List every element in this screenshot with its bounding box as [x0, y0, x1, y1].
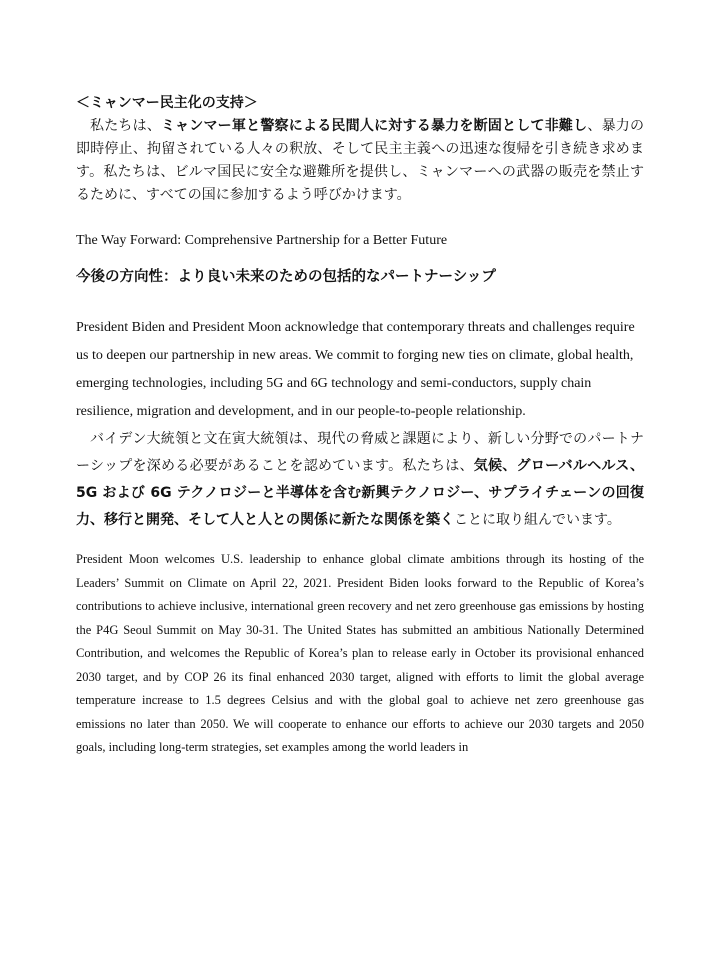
- myanmar-text-2: 、暴力の即時停止、拘留されている人々の釈放、そして民主主義への迅速な復帰を引き続き求めます。私たちは、ビルマ国民に安全な避難所を提供し、ミャンマーへの武器の販売を禁止するために、すべての国に参加するよう呼びかけます。: [76, 118, 645, 203]
- myanmar-text-1: 私たちは、: [90, 118, 162, 134]
- partnership-bold-text: 気候、グローバルヘルス、5G および 6G テクノロジーと半導体を含む新興テクノロジー、サプライチェーンの回復力、移行と開発、そして人と人との関係に新たな関係を築く: [76, 458, 644, 528]
- way-forward-heading-en: The Way Forward: Comprehensive Partnership for a Better Future: [76, 233, 448, 248]
- section-heading-myanmar: ＜ミャンマー民主化の支持＞: [76, 95, 258, 111]
- partnership-text-1: バイデン大統領と文在寅大統領は、現代の脅威と課題により、新しい分野でのパートナーシップを深める必要があることを認めています。私たちは、: [76, 431, 644, 474]
- way-forward-heading-jp: 今後の方向性：より良い未来のための包括的なパートナーシップ: [76, 269, 496, 285]
- myanmar-paragraph: [76, 115, 644, 207]
- myanmar-bold-text: ミャンマー軍と警察による民間人に対する暴力を断固として非難し: [161, 118, 588, 134]
- climate-paragraph-en: President Moon welcomes U.S. leadership to enhance global climate ambitions through its hosting of the Leaders’ Summit on Climate on April 22, 2021. President Biden looks forward to the Republic of Korea’s contributions to achieve inclusive, international green recovery and net zero greenhouse gas emissions by hosting the P4G Seoul Summit on May 30-31. The United States has submitted an ambitious Nationally Determined Contribution, and welcomes the Republic of Korea’s plan to release early in October its provisional enhanced 2030 target, and by COP 26 its final enhanced 2030 target, aligned with efforts to limit the global average temperature increase to 1.5 degrees Celsius and with the global goal to achieve net zero greenhouse gas emissions no later than 2050. We will cooperate to enhance our efforts to achieve our 2030 targets and 2050 goals, including long-term strategies, set examples among the world leaders in: [76, 552, 644, 754]
- partnership-paragraph-jp: [76, 426, 644, 534]
- document-page: [76, 92, 644, 760]
- partnership-paragraph-en: President Biden and President Moon acknowledge that contemporary threats and challenges require us to deepen our partnership in new areas. We commit to forging new ties on climate, global health, emerging technologies, including 5G and 6G technology and semi-conductors, supply chain resilience, migration and development, and in our people-to-people relationship.: [76, 320, 635, 419]
- partnership-text-2: ことに取り組んでいます。: [454, 512, 621, 528]
